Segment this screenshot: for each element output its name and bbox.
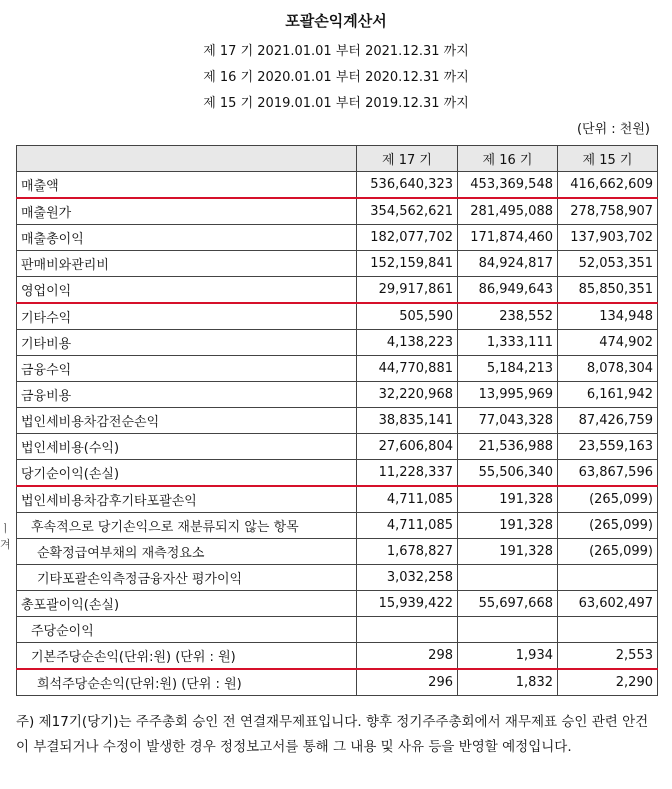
row-label: 금융비용	[17, 382, 357, 408]
cell-value: (265,099)	[558, 513, 658, 539]
table-row	[17, 669, 658, 696]
table-row	[17, 303, 658, 330]
cell-value: 1,832	[458, 669, 558, 696]
header-col-17: 제 17 기	[357, 146, 458, 172]
period-17: 제 17 기 2021.01.01 부터 2021.12.31 까지	[203, 44, 469, 59]
row-label: 매출액	[17, 172, 357, 199]
cell-value: 296	[357, 669, 458, 696]
cell-value: 238,552	[458, 303, 558, 330]
table-row	[17, 408, 658, 434]
cell-value: 3,032,258	[357, 565, 458, 591]
row-label: 후속적으로 당기손익으로 재분류되지 않는 항목	[17, 513, 357, 539]
table-header-row	[17, 146, 658, 172]
row-label: 기타수익	[17, 303, 357, 330]
cell-value: 29,917,861	[357, 277, 458, 304]
cell-value	[558, 565, 658, 591]
cell-value: 191,328	[458, 539, 558, 565]
cell-value: 38,835,141	[357, 408, 458, 434]
cell-value: 2,290	[558, 669, 658, 696]
cell-value: 6,161,942	[558, 382, 658, 408]
cell-value: 4,138,223	[357, 330, 458, 356]
row-label: 매출원가	[17, 198, 357, 225]
cell-value: 21,536,988	[458, 434, 558, 460]
cell-value: 1,678,827	[357, 539, 458, 565]
cell-value: 63,602,497	[558, 591, 658, 617]
row-label: 판매비와관리비	[17, 251, 357, 277]
cell-value	[558, 617, 658, 643]
table-row	[17, 251, 658, 277]
header-label	[17, 146, 357, 172]
cell-value: (265,099)	[558, 486, 658, 513]
row-label: 법인세비용차감후기타포괄손익	[17, 486, 357, 513]
cell-value: 191,328	[458, 486, 558, 513]
row-label: 희석주당순손익(단위:원) (단위 : 원)	[17, 669, 357, 696]
header-col-16: 제 16 기	[458, 146, 558, 172]
cell-value: 5,184,213	[458, 356, 558, 382]
cell-value: 171,874,460	[458, 225, 558, 251]
cell-value: 191,328	[458, 513, 558, 539]
table-row	[17, 565, 658, 591]
cell-value: 536,640,323	[357, 172, 458, 199]
row-label: 순확정급여부채의 재측정요소	[17, 539, 357, 565]
cell-value: 453,369,548	[458, 172, 558, 199]
cell-value: 55,697,668	[458, 591, 558, 617]
cell-value: 77,043,328	[458, 408, 558, 434]
row-label: 영업이익	[17, 277, 357, 304]
row-label: 법인세비용(수익)	[17, 434, 357, 460]
table-row	[17, 539, 658, 565]
unit-label: (단위 : 천원)	[576, 122, 650, 137]
header-col-15: 제 15 기	[558, 146, 658, 172]
row-label: 기타포괄손익측정금융자산 평가이익	[17, 565, 357, 591]
cell-value: 416,662,609	[558, 172, 658, 199]
table-row	[17, 172, 658, 199]
cell-value: 1,333,111	[458, 330, 558, 356]
row-label: 기타비용	[17, 330, 357, 356]
table-row	[17, 486, 658, 513]
row-label: 당기순이익(손실)	[17, 460, 357, 487]
table-row	[17, 198, 658, 225]
table-row	[17, 382, 658, 408]
cell-value: 11,228,337	[357, 460, 458, 487]
cell-value: 87,426,759	[558, 408, 658, 434]
row-label: 법인세비용차감전순손익	[17, 408, 357, 434]
table-row	[17, 277, 658, 304]
cell-value: 1,934	[458, 643, 558, 670]
cell-value: 152,159,841	[357, 251, 458, 277]
cell-value: 182,077,702	[357, 225, 458, 251]
table-row	[17, 225, 658, 251]
cell-value: 2,553	[558, 643, 658, 670]
cell-value: 354,562,621	[357, 198, 458, 225]
cell-value: 474,902	[558, 330, 658, 356]
cell-value: 13,995,969	[458, 382, 558, 408]
cell-value	[458, 565, 558, 591]
cell-value: 52,053,351	[558, 251, 658, 277]
cell-value: 84,924,817	[458, 251, 558, 277]
cell-value: 32,220,968	[357, 382, 458, 408]
cell-value: 15,939,422	[357, 591, 458, 617]
period-15: 제 15 기 2019.01.01 부터 2019.12.31 까지	[203, 96, 469, 111]
row-label: 기본주당순손익(단위:원) (단위 : 원)	[17, 643, 357, 670]
table-row	[17, 330, 658, 356]
left-edge-fragment: ㅣ 겨	[0, 522, 11, 551]
cell-value: 85,850,351	[558, 277, 658, 304]
row-label: 주당순이익	[17, 617, 357, 643]
cell-value: 4,711,085	[357, 486, 458, 513]
table-row	[17, 460, 658, 487]
cell-value: (265,099)	[558, 539, 658, 565]
cell-value: 86,949,643	[458, 277, 558, 304]
cell-value	[458, 617, 558, 643]
footnote: 주) 제17기(당기)는 주주총회 승인 전 연결재무제표입니다. 향후 정기주주총회에서 재무제표 승인 관련 안건이 부결되거나 수정이 발생한 경우 정정보고서를 통해 그 내용 및 사유 등을 반영할 예정입니다.	[16, 714, 649, 755]
income-statement-table	[16, 145, 658, 696]
cell-value: 505,590	[357, 303, 458, 330]
cell-value: 55,506,340	[458, 460, 558, 487]
table-row	[17, 643, 658, 670]
cell-value: 44,770,881	[357, 356, 458, 382]
row-label: 매출총이익	[17, 225, 357, 251]
table-row	[17, 591, 658, 617]
cell-value: 278,758,907	[558, 198, 658, 225]
row-label: 금융수익	[17, 356, 357, 382]
cell-value: 27,606,804	[357, 434, 458, 460]
cell-value: 281,495,088	[458, 198, 558, 225]
row-label: 총포괄이익(손실)	[17, 591, 357, 617]
period-16: 제 16 기 2020.01.01 부터 2020.12.31 까지	[203, 70, 469, 85]
cell-value: 134,948	[558, 303, 658, 330]
cell-value: 4,711,085	[357, 513, 458, 539]
cell-value	[357, 617, 458, 643]
cell-value: 298	[357, 643, 458, 670]
cell-value: 137,903,702	[558, 225, 658, 251]
cell-value: 23,559,163	[558, 434, 658, 460]
table-row	[17, 434, 658, 460]
table-row	[17, 617, 658, 643]
table-row	[17, 513, 658, 539]
cell-value: 8,078,304	[558, 356, 658, 382]
statement-title: 포괄손익계산서	[285, 12, 387, 30]
cell-value: 63,867,596	[558, 460, 658, 487]
table-row	[17, 356, 658, 382]
